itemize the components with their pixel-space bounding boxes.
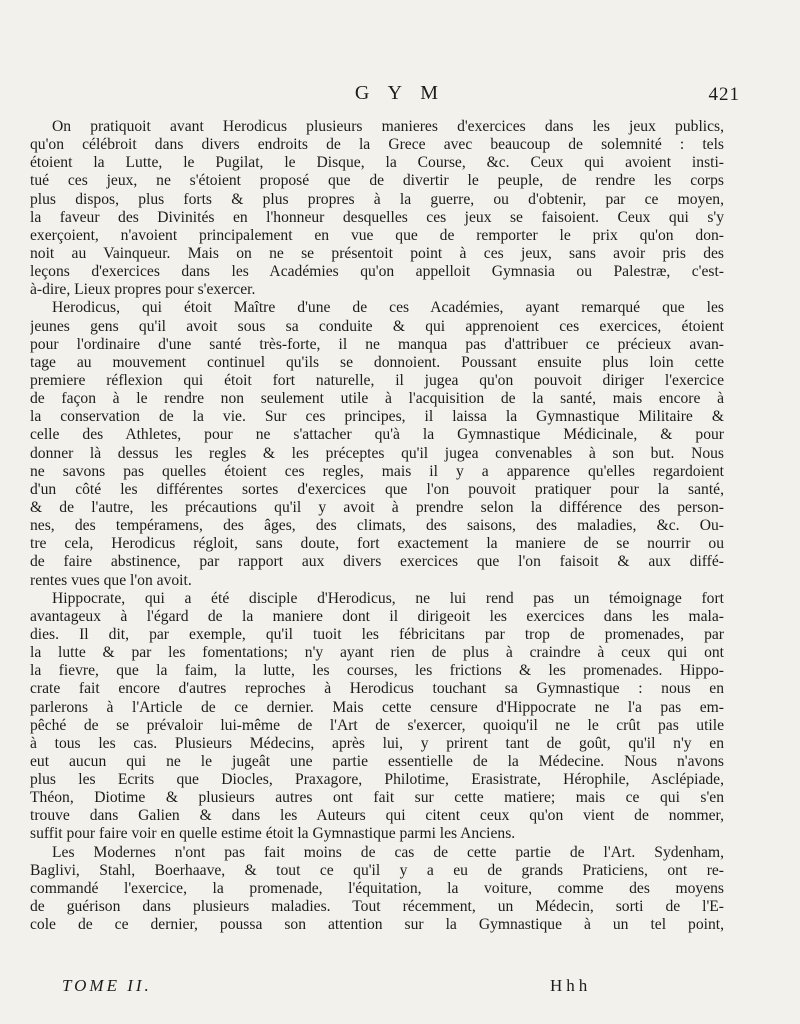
text-line: Hippocrate, qui a été disciple d'Herodicus, ne lui rend pas un témoignage fort <box>52 589 724 607</box>
running-title: G Y M <box>354 82 446 104</box>
text-line: plus dispos, plus forts & plus propres à la guerre, ou d'obtenir, par ce moyen, <box>30 190 724 208</box>
text-line: cole de ce dernier, poussa son attention sur la Gymnastique à un tel point, <box>30 916 724 934</box>
text-line: commandé l'exercice, la promenade, l'équitation, la voiture, comme des moyens <box>30 879 724 897</box>
text-line: jeunes gens qu'il avoit sous sa conduite & qui apprenoient ces exercices, étoient <box>30 317 724 335</box>
text-line: de façon à le rendre non seulement utile à l'acquisition de la santé, mais encore à <box>30 390 724 408</box>
text-line: tre cela, Herodicus régloit, sans doute, fort exactement la maniere de se nourrir ou <box>30 535 724 553</box>
text-line: trouve dans Galien & dans les Auteurs qui citent ceux qu'on vient de nommer, <box>30 807 724 825</box>
text-line: Les Modernes n'ont pas fait moins de cas de cette partie de l'Art. Sydenham, <box>52 843 724 861</box>
volume-label: TOME II. <box>62 976 152 995</box>
text-line: nes, des tempéramens, des âges, des climats, des saisons, des maladies, &c. Ou- <box>30 517 724 535</box>
text-line: & de l'autre, les précautions qu'il y avoit à prendre selon la différence des person- <box>30 498 724 516</box>
body-text <box>30 118 724 934</box>
signature-mark: Hhh <box>550 976 592 995</box>
text-line: avantageux à l'égard de la maniere dont il dirigeoit les exercices dans les mala- <box>30 607 724 625</box>
text-line: Herodicus, qui étoit Maître d'une de ces Académies, ayant remarqué que les <box>52 299 724 317</box>
text-line: de guérison dans plusieurs maladies. Tout récemment, un Médecin, sorti de l'E- <box>30 898 724 916</box>
running-head <box>0 82 800 110</box>
text-line: étoient la Lutte, le Pugilat, le Disque, la Course, &c. Ceux qui avoient insti- <box>30 154 724 172</box>
text-line: la lutte & par les fomentations; n'y ayant rien de plus à craindre à ceux qui ont <box>30 644 724 662</box>
text-line: à-dire, Lieux propres pour s'exercer. <box>30 281 256 299</box>
text-line: eut aucun qui ne le jugeât une partie essentielle de la Médecine. Nous n'avons <box>30 752 724 770</box>
text-line: exerçoient, n'avoient principalement en vue que de remporter le prix qu'on don- <box>30 226 724 244</box>
text-line: crate fait encore d'autres reproches à Herodicus touchant sa Gymnastique : nous en <box>30 680 724 698</box>
text-line: donner là dessus les regles & les préceptes qu'il jugea convenables à son but. Nous <box>30 444 724 462</box>
text-line: noit au Vainqueur. Mais on ne se présentoit point à ces jeux, sans avoir pris des <box>30 244 724 262</box>
page-number: 421 <box>708 84 740 105</box>
text-line: pêché de se prévaloir lui-même de l'Art de s'exercer, quoiqu'il ne le crût pas utile <box>30 716 724 734</box>
text-line: suffit pour faire voir en quelle estime étoit la Gymnastique parmi les Anciens. <box>30 825 516 843</box>
text-line: pour l'ordinaire d'une santé très-forte, il ne manqua pas d'attribuer ce précieux avan- <box>30 335 724 353</box>
page-footer <box>0 976 800 1000</box>
text-line: de faire abstinence, par rapport aux divers exercices que l'on faisoit & aux diffé- <box>30 553 724 571</box>
text-line: parlerons à l'Article de ce dernier. Mais cette censure d'Hippocrate ne l'a pas em- <box>30 698 724 716</box>
text-line: dies. Il dit, par exemple, qu'il tuoit les fébricitans par trop de promenades, par <box>30 625 724 643</box>
text-line: rentes vues que l'on avoit. <box>30 571 192 589</box>
text-line: Baglivi, Stahl, Boerhaave, & tout ce qu'il y a eu de grands Praticiens, ont re- <box>30 861 724 879</box>
text-line: premiere réflexion qui étoit fort naturelle, il jugea qu'on pouvoit diriger l'exercice <box>30 371 724 389</box>
text-line: On pratiquoit avant Herodicus plusieurs manieres d'exercices dans les jeux publics, <box>52 118 724 135</box>
text-line: la faveur des Divinités en l'honneur desquelles ces jeux se faisoient. Ceux qui s'y <box>30 208 724 226</box>
text-line: à tous les cas. Plusieurs Médecins, après lui, y prirent tant de goût, qu'il n'y en <box>30 734 724 752</box>
text-line: tage au mouvement continuel qu'ils se donnoient. Poussant ensuite plus loin cette <box>30 353 724 371</box>
text-line: plus les Ecrits que Diocles, Praxagore, Philotime, Erasistrate, Hérophile, Asclépiade, <box>30 771 724 789</box>
text-line: la conservation de la vie. Sur ces principes, il laissa la Gymnastique Militaire & <box>30 408 724 426</box>
text-line: la fievre, que la faim, la lutte, les courses, les frictions & les promenades. Hippo- <box>30 662 724 680</box>
text-line: Théon, Diotime & plusieurs autres ont fait sur cette matiere; mais ce qui s'en <box>30 789 724 807</box>
text-line: leçons d'exercices dans les Académies qu'on appelloit Gymnasia ou Palestræ, c'est- <box>30 263 724 281</box>
text-line: qu'on célébroit dans divers endroits de la Grece avec beaucoup de solemnité : tels <box>30 136 724 154</box>
text-line: celle des Athletes, pour ne s'attacher qu'à la Gymnastique Médicinale, & pour <box>30 426 724 444</box>
text-line: d'un côté les différentes sortes d'exercices que l'on pouvoit pratiquer pour la santé, <box>30 480 724 498</box>
text-line: ne savons pas quelles étoient ces regles, mais il y a apparence qu'elles regardoient <box>30 462 724 480</box>
text-line: tué ces jeux, ne s'étoient proposé que de divertir le peuple, de rendre les corps <box>30 172 724 190</box>
